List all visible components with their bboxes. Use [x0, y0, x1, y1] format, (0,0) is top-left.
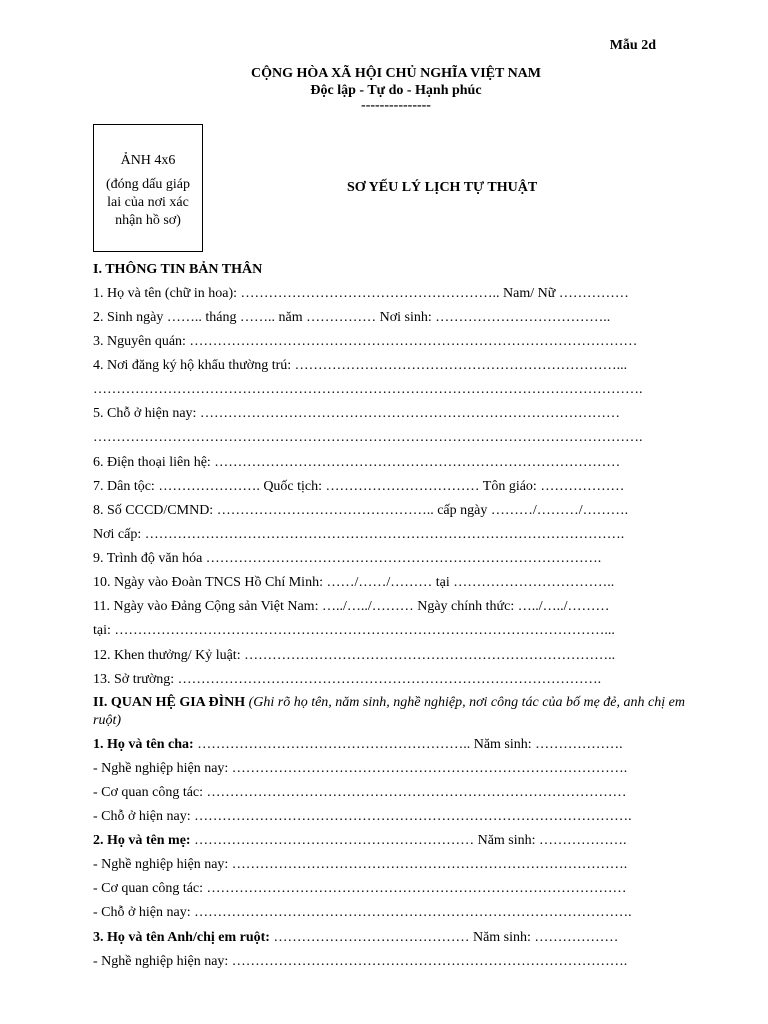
section2-note: (Ghi rõ họ tên, năm sinh, nghề nghiệp, nơi công tác của bố mẹ đẻ, anh chị em ruột) — [93, 695, 685, 728]
field-full-name: 1. Họ và tên (chữ in hoa): ……………………………………………….. Nam/ Nữ …………… — [93, 286, 629, 301]
field-ethnicity: 7. Dân tộc: …………………. Quốc tịch: …………………………… Tôn giáo: ……………… — [93, 479, 625, 494]
field-phone: 6. Điện thoại liên hệ: …………………………………………………………………………… — [93, 455, 621, 470]
mother-workplace: - Cơ quan công tác: ……………………………………………………………………………… — [93, 881, 627, 896]
field-permanent-address: 4. Nơi đăng ký hộ khẩu thường trú: ……………………………………………………………... — [93, 358, 628, 373]
nation-header: CỘNG HÒA XÃ HỘI CHỦ NGHĨA VIỆT NAM — [250, 66, 541, 81]
field-strengths: 13. Sở trường: ………………………………………………………………………………. — [93, 672, 602, 687]
father-name-label: 1. Họ và tên cha: — [93, 737, 194, 752]
sibling-name-row — [93, 929, 618, 947]
section2-heading — [93, 694, 699, 730]
field-permanent-address-cont: ………………………………………………………………………………………………………. — [93, 382, 643, 397]
photo-box-title: ẢNH 4x6 — [120, 153, 176, 168]
section1-heading: I. THÔNG TIN BẢN THÂN — [93, 262, 263, 277]
photo-box — [93, 124, 203, 252]
field-education: 9. Trình độ văn hóa …………………………………………………………………………. — [93, 551, 602, 566]
field-party-place: tại: ……………………………………………………………………………………………... — [93, 623, 615, 638]
mother-name-row — [93, 832, 627, 850]
father-job: - Nghề nghiệp hiện nay: …………………………………………………………………………. — [93, 761, 628, 776]
mother-address: - Chỗ ở hiện nay: …………………………………………………………………………………. — [93, 905, 632, 920]
mother-name-label: 2. Họ và tên mẹ: — [93, 833, 191, 848]
header-divider: --------------- — [361, 98, 431, 113]
father-name-field: ………………………………………………….. Năm sinh: ………………. — [193, 737, 623, 752]
field-rewards: 12. Khen thưởng/ Kỷ luật: …………………………………………………………………….. — [93, 648, 616, 663]
father-workplace: - Cơ quan công tác: ……………………………………………………………………………… — [93, 785, 627, 800]
sibling-name-label: 3. Họ và tên Anh/chị em ruột: — [93, 930, 270, 945]
section2-title: II. QUAN HỆ GIA ĐÌNH — [93, 695, 246, 710]
photo-box-note: (đóng dấu giáp lai của nơi xác nhận hồ sơ) — [106, 177, 190, 228]
form-code: Mẫu 2d — [609, 38, 656, 53]
field-party: 11. Ngày vào Đảng Cộng sản Việt Nam: …../…../……… Ngày chính thức: …../…../……… — [93, 599, 610, 614]
motto: Độc lập - Tự do - Hạnh phúc — [310, 83, 482, 98]
father-name-row — [93, 736, 623, 754]
field-issued-place: Nơi cấp: …………………………………………………………………………………………. — [93, 527, 625, 542]
field-hometown: 3. Nguyên quán: …………………………………………………………………………………… — [93, 334, 638, 349]
document-title: SƠ YẾU LÝ LỊCH TỰ THUẬT — [347, 180, 538, 195]
field-youth-union: 10. Ngày vào Đoàn TNCS Hồ Chí Minh: ……/……/……… tại …………………………….. — [93, 575, 615, 590]
mother-job: - Nghề nghiệp hiện nay: …………………………………………………………………………. — [93, 857, 628, 872]
sibling-name-field: …………………………………… Năm sinh: ……………… — [269, 930, 619, 945]
field-current-address: 5. Chỗ ở hiện nay: ……………………………………………………………………………… — [93, 406, 620, 421]
field-id-number: 8. Số CCCD/CMND: ……………………………………….. cấp ngày ………/………/………. — [93, 503, 629, 518]
field-birth: 2. Sinh ngày …….. tháng …….. năm …………… Nơi sinh: ……………………………….. — [93, 310, 611, 325]
field-current-address-cont: ………………………………………………………………………………………………………. — [93, 430, 643, 445]
sibling-job: - Nghề nghiệp hiện nay: …………………………………………………………………………. — [93, 954, 628, 969]
father-address: - Chỗ ở hiện nay: …………………………………………………………………………………. — [93, 809, 632, 824]
mother-name-field: …………………………………………………… Năm sinh: ………………. — [190, 833, 627, 848]
